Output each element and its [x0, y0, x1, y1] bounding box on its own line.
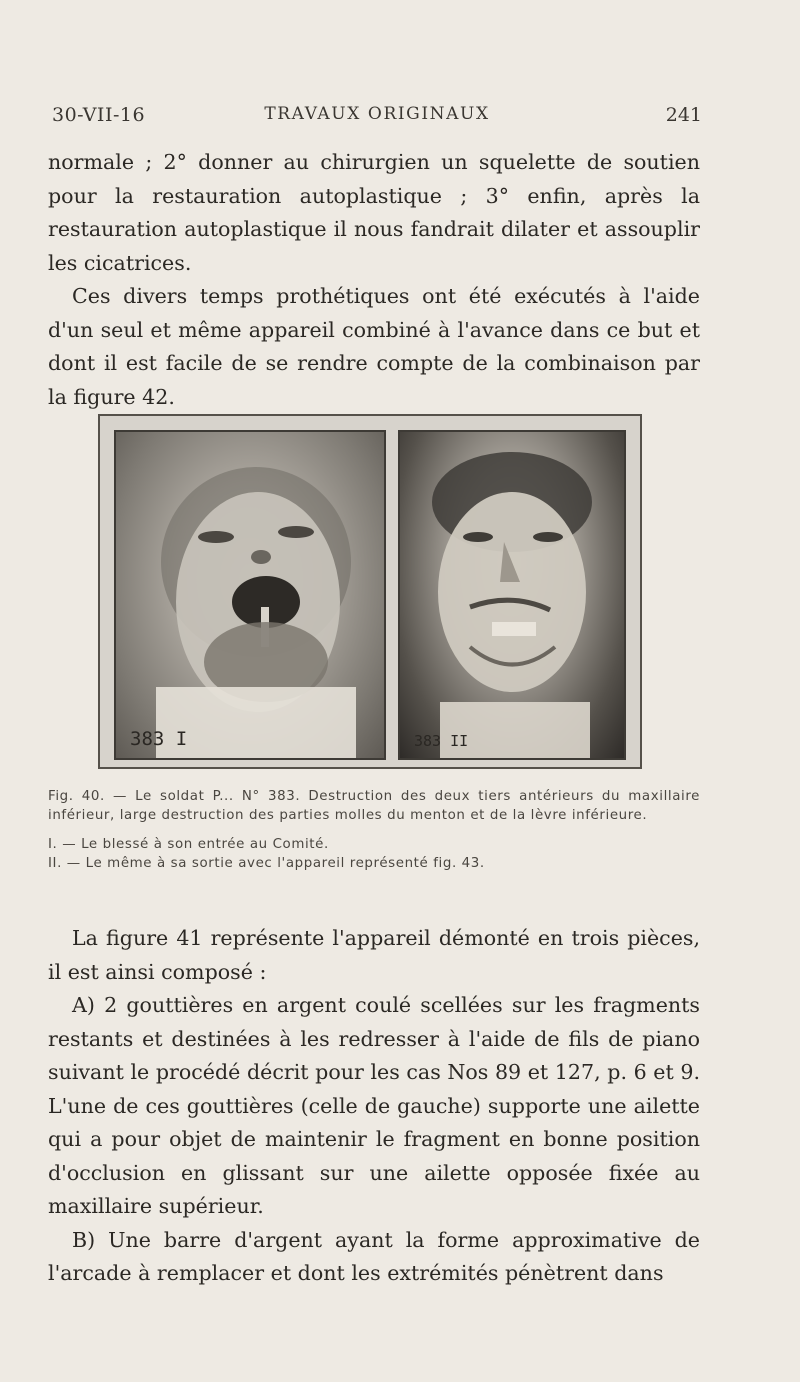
- header-date: 30-VII-16: [52, 104, 146, 126]
- photo-label-after: 383 II: [414, 732, 469, 750]
- body-text-bottom: [48, 922, 700, 1291]
- photo-label-before: 383 I: [130, 728, 188, 750]
- patient-photo-before: [114, 430, 386, 760]
- paragraph: normale ; 2° donner au chirurgien un squelette de soutien pour la restauration autoplastique ; 3° enfin, après la restauration autoplastique il nous fandrait dilater et assouplir les cicatrices.: [48, 150, 700, 275]
- running-head: [52, 104, 702, 134]
- caption-item-2: II. — Le même à sa sortie avec l'appareil représenté fig. 43.: [48, 855, 485, 871]
- face-illustration-after: [400, 432, 624, 758]
- paragraph: A) 2 gouttières en argent coulé scellées sur les fragments restants et destinées à les redresser à l'aide de fils de piano suivant le procédé décrit pour les cas Nos 89 et 127, p. 6 et 9. L'une de ces gouttières (celle de gauche) supporte une ailette qui a pour objet de maintenir le fragment en bonne position d'occlusion en glissant sur une ailette opposée fixée au maxillaire supérieur.: [48, 993, 700, 1218]
- caption-legend: [48, 836, 700, 873]
- caption-item-1: I. — Le blessé à son entrée au Comité.: [48, 837, 329, 852]
- header-section-title: TRAVAUX ORIGINAUX: [264, 104, 490, 124]
- caption-main: Fig. 40. — Le soldat P... N° 383. Destruction des deux tiers antérieurs du maxillaire inférieur, large destruction des parties molles du menton et de la lèvre inférieure.: [48, 789, 700, 823]
- figure-caption: [48, 788, 700, 873]
- paragraph: Ces divers temps prothétiques ont été exécutés à l'aide d'un seul et même appareil combiné à l'avance dans ce but et dont il est facile de se rendre compte de la combinaison par la figure 42.: [48, 284, 700, 409]
- body-text-top: [48, 146, 700, 414]
- figure-40: [98, 414, 642, 769]
- face-illustration-before: [116, 432, 384, 758]
- paragraph: B) Une barre d'argent ayant la forme approximative de l'arcade à remplacer et dont les extrémités pénètrent dans: [48, 1227, 700, 1285]
- page-number: 241: [665, 104, 702, 126]
- paragraph: La figure 41 représente l'appareil démonté en trois pièces, il est ainsi composé :: [48, 926, 700, 984]
- patient-photo-after: [398, 430, 626, 760]
